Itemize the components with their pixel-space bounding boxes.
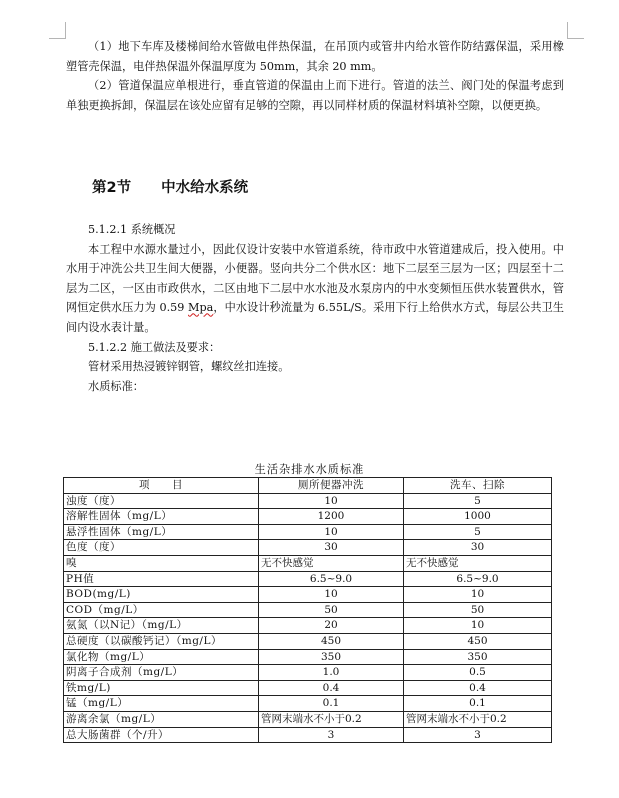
row-item: 游离余氯（mg/L） xyxy=(64,711,259,727)
row-carwash-value: 0.1 xyxy=(404,696,552,712)
row-carwash-value: 无不快感觉 xyxy=(404,555,552,571)
table-row xyxy=(64,493,552,509)
row-toilet-value: 10 xyxy=(259,587,404,603)
section-body xyxy=(66,220,564,396)
table-row xyxy=(64,555,552,571)
row-carwash-value: 10 xyxy=(404,618,552,634)
overview-text-1: 本工程中水源水量过小，因此仅设计安装中水管道系统，待市政中水管道建成后，投入使用。中水用于冲洗公共卫生间大便器，小便器。竖向共分二个供水区：地下二层至三层为一区；四层至十二层为二区，一区由市政供水，二区由地下二层中水水池及水泵房内的中水变频恒压供水装置供水，管网恒定供水压力为 xyxy=(66,242,564,315)
row-carwash-value: 3 xyxy=(404,727,552,743)
overview-body xyxy=(66,240,564,338)
row-item: 悬浮性固体（mg/L） xyxy=(64,524,259,540)
row-item: COD（mg/L） xyxy=(64,602,259,618)
row-carwash-value: 6.5~9.0 xyxy=(404,571,552,587)
table-row xyxy=(64,509,552,525)
row-toilet-value: 10 xyxy=(259,524,404,540)
row-item: BOD(mg/L) xyxy=(64,587,259,603)
table-row xyxy=(64,587,552,603)
margin-mark-top-right xyxy=(567,22,584,39)
row-item: 阴离子合成剂（mg/L） xyxy=(64,665,259,681)
paragraph-1: （1）地下车库及楼梯间给水管做电伴热保温，在吊顶内或管井内给水管作防结露保温，采用橡塑管壳保温，电伴热保温外保温厚度为 50mm，其余 20 mm。 xyxy=(66,40,564,73)
table-header-row xyxy=(64,478,552,494)
row-item: 溶解性固体（mg/L） xyxy=(64,509,259,525)
row-carwash-value: 30 xyxy=(404,540,552,556)
row-toilet-value: 3 xyxy=(259,727,404,743)
overview-heading: 5.1.2.1 系统概况 xyxy=(88,223,176,236)
row-carwash-value: 0.5 xyxy=(404,665,552,681)
row-carwash-value: 5 xyxy=(404,524,552,540)
pressure-value: 0.59 xyxy=(159,301,185,315)
overview-text-2: ，中水设计秒流量为 6.55L/S。采用下行上给供水方式，每层公共卫生间内设水表计量。 xyxy=(66,301,564,334)
row-carwash-value: 5 xyxy=(404,493,552,509)
table-row xyxy=(64,680,552,696)
row-carwash-value: 450 xyxy=(404,633,552,649)
row-carwash-value: 管网末端水不小于0.2 xyxy=(404,711,552,727)
row-carwash-value: 0.4 xyxy=(404,680,552,696)
section-number: 第2节 xyxy=(92,180,132,196)
table-row xyxy=(64,649,552,665)
pipe-material-text: 管材采用热浸镀锌钢管，螺纹丝扣连接。 xyxy=(88,360,290,374)
table-row xyxy=(64,602,552,618)
header-car-wash: 洗车、扫除 xyxy=(404,478,552,494)
row-toilet-value: 无不快感觉 xyxy=(259,555,404,571)
table-row xyxy=(64,540,552,556)
table-row xyxy=(64,571,552,587)
pressure-unit: Mpa xyxy=(188,301,214,315)
row-carwash-value: 10 xyxy=(404,587,552,603)
table-row xyxy=(64,711,552,727)
row-item: PH值 xyxy=(64,571,259,587)
water-quality-label: 水质标准： xyxy=(88,379,144,393)
row-toilet-value: 6.5~9.0 xyxy=(259,571,404,587)
row-toilet-value: 20 xyxy=(259,618,404,634)
row-item: 铁mg/L) xyxy=(64,680,259,696)
header-toilet-flush: 厕所便器冲洗 xyxy=(259,478,404,494)
row-item: 总硬度（以碳酸钙记）（mg/L） xyxy=(64,633,259,649)
paragraph-2: （2）管道保温应单根进行，垂直管道的保温由上而下进行。管道的法兰、阀门处的保温考虑到单独更换拆卸，保温层在该处应留有足够的空隙，再以同样材质的保温材料填补空隙，以便更换。 xyxy=(66,79,564,112)
row-item: 总大肠菌群（个/升） xyxy=(64,727,259,743)
row-carwash-value: 50 xyxy=(404,602,552,618)
row-toilet-value: 30 xyxy=(259,540,404,556)
table-row xyxy=(64,665,552,681)
row-item: 嗅 xyxy=(64,555,259,571)
table-caption: 生活杂排水水质标准 xyxy=(254,463,365,476)
construction-heading: 5.1.2.2 施工做法及要求： xyxy=(88,340,221,354)
header-item: 项 目 xyxy=(64,478,259,494)
row-item: 氨氮（以N记）（mg/L） xyxy=(64,618,259,634)
margin-mark-top-left xyxy=(49,22,66,39)
row-carwash-value: 1000 xyxy=(404,509,552,525)
row-carwash-value: 350 xyxy=(404,649,552,665)
insulation-paragraphs xyxy=(66,37,564,115)
table-row xyxy=(64,696,552,712)
row-toilet-value: 10 xyxy=(259,493,404,509)
section-title: 中水给水系统 xyxy=(161,180,249,196)
table-row xyxy=(64,524,552,540)
row-toilet-value: 350 xyxy=(259,649,404,665)
row-toilet-value: 50 xyxy=(259,602,404,618)
row-toilet-value: 0.4 xyxy=(259,680,404,696)
section-heading xyxy=(92,176,248,197)
row-item: 氯化物（mg/L） xyxy=(64,649,259,665)
row-toilet-value: 0.1 xyxy=(259,696,404,712)
row-item: 色度（度） xyxy=(64,540,259,556)
row-toilet-value: 450 xyxy=(259,633,404,649)
row-toilet-value: 管网末端水不小于0.2 xyxy=(259,711,404,727)
water-quality-table xyxy=(63,477,552,743)
table-row xyxy=(64,727,552,743)
row-toilet-value: 1200 xyxy=(259,509,404,525)
row-toilet-value: 1.0 xyxy=(259,665,404,681)
table-row xyxy=(64,633,552,649)
table-row xyxy=(64,618,552,634)
row-item: 浊度（度） xyxy=(64,493,259,509)
row-item: 锰（mg/L） xyxy=(64,696,259,712)
